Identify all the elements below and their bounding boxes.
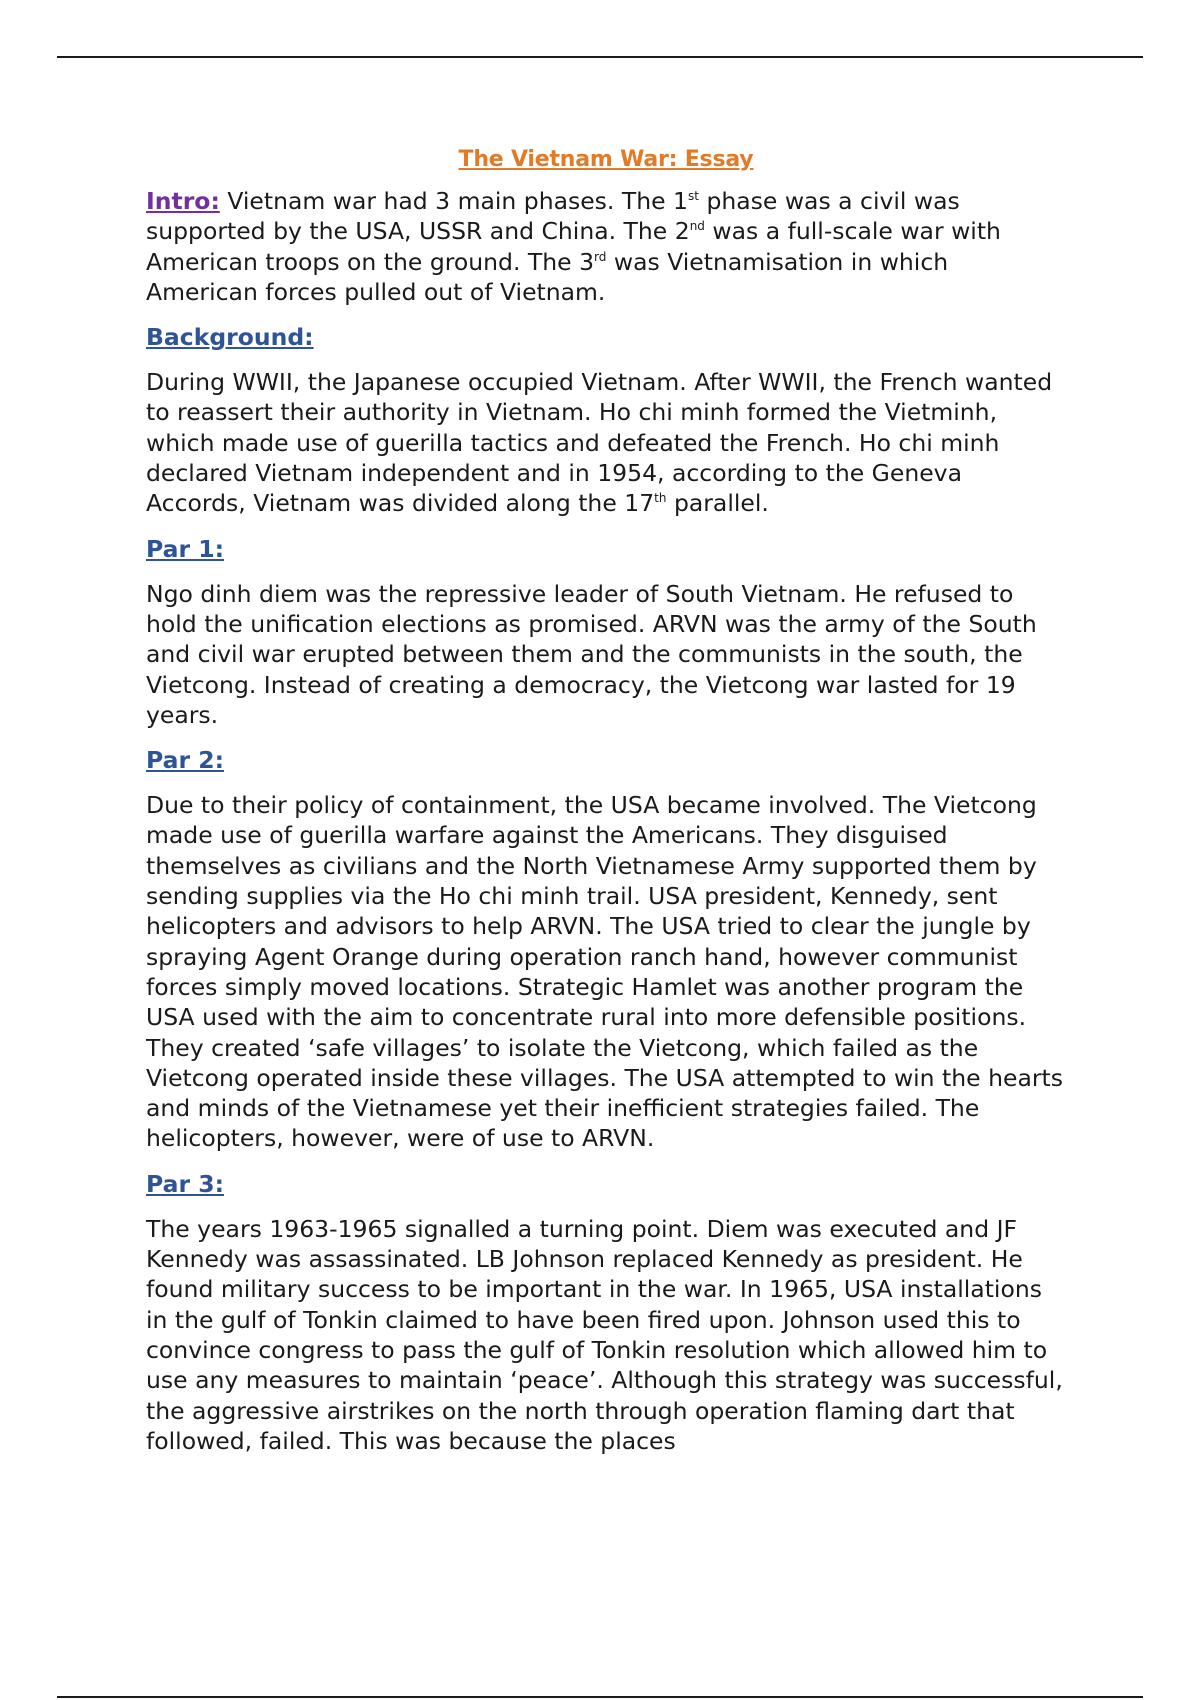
intro-text-4: was Vietnamisation in which American forces pulled out of Vietnam. — [146, 247, 949, 306]
intro-paragraph — [146, 186, 1066, 307]
intro-sup-2: nd — [689, 219, 705, 234]
document-body — [146, 147, 1066, 1470]
background-text-2: parallel. — [666, 489, 769, 518]
intro-label: Intro: — [146, 187, 220, 215]
background-heading: Background: — [146, 323, 314, 352]
background-sup: th — [654, 491, 667, 506]
par2-heading: Par 2: — [146, 746, 224, 775]
par2-paragraph: Due to their policy of containment, the USA became involved. The Vietcong made use of guerilla warfare against the Americans. They disguised themselves as civilians and the North Vietnamese Army supported them by sending supplies via the Ho chi minh trail. USA president, Kennedy, sent helicopters and advisors to help ARVN. The USA tried to clear the jungle by spraying Agent Orange during operation ranch hand, however communist forces simply moved locations. Strategic Hamlet was another program the USA used with the aim to concentrate rural into more defensible positions. They created ‘safe villages’ to isolate the Vietcong, which failed as the Vietcong operated inside these villages. The USA attempted to win the hearts and minds of the Vietnamese yet their inefficient strategies failed. The helicopters, however, were of use to ARVN. — [146, 791, 1063, 1153]
bottom-rule — [57, 1696, 1143, 1698]
intro-sup-3: rd — [594, 249, 607, 264]
intro-text-1: Vietnam war had 3 main phases. The 1 — [219, 187, 688, 215]
background-text-1: During WWII, the Japanese occupied Vietnam. After WWII, the French wanted to reassert their authority in Vietnam. Ho chi minh formed the Vietminh, which made use of guerilla tactics and defeated the French. Ho chi minh declared Vietnam independent and in 1954, according to the Geneva Accords, Vietnam was divided along the 17 — [146, 368, 1053, 518]
background-paragraph — [146, 367, 1066, 518]
par3-paragraph: The years 1963-1965 signalled a turning point. Diem was executed and JF Kennedy was assassinated. LB Johnson replaced Kennedy as president. He found military success to be important in the war. In 1965, USA installations in the gulf of Tonkin claimed to have been fired upon. Johnson used this to convince congress to pass the gulf of Tonkin resolution which allowed him to use any measures to maintain ‘peace’. Although this strategy was successful, the aggressive airstrikes on the north through operation flaming dart that followed, failed. This was because the places — [146, 1214, 1063, 1455]
par3-heading: Par 3: — [146, 1169, 224, 1198]
intro-sup-1: st — [688, 189, 699, 203]
intro-text-2: phase was a civil was supported by the USA, USSR and China. The 2 — [146, 187, 960, 246]
intro-text-3: was a full-scale war with American troops on the ground. The 3 — [146, 217, 1001, 276]
par1-heading: Par 1: — [146, 534, 224, 563]
top-rule — [57, 56, 1143, 58]
par1-paragraph: Ngo dinh diem was the repressive leader of South Vietnam. He refused to hold the unification elections as promised. ARVN was the army of the South and civil war erupted between them and the communists in the south, the Vietcong. Instead of creating a democracy, the Vietcong war lasted for 19 years. — [146, 579, 1037, 729]
document-title: The Vietnam War: Essay — [458, 147, 754, 172]
